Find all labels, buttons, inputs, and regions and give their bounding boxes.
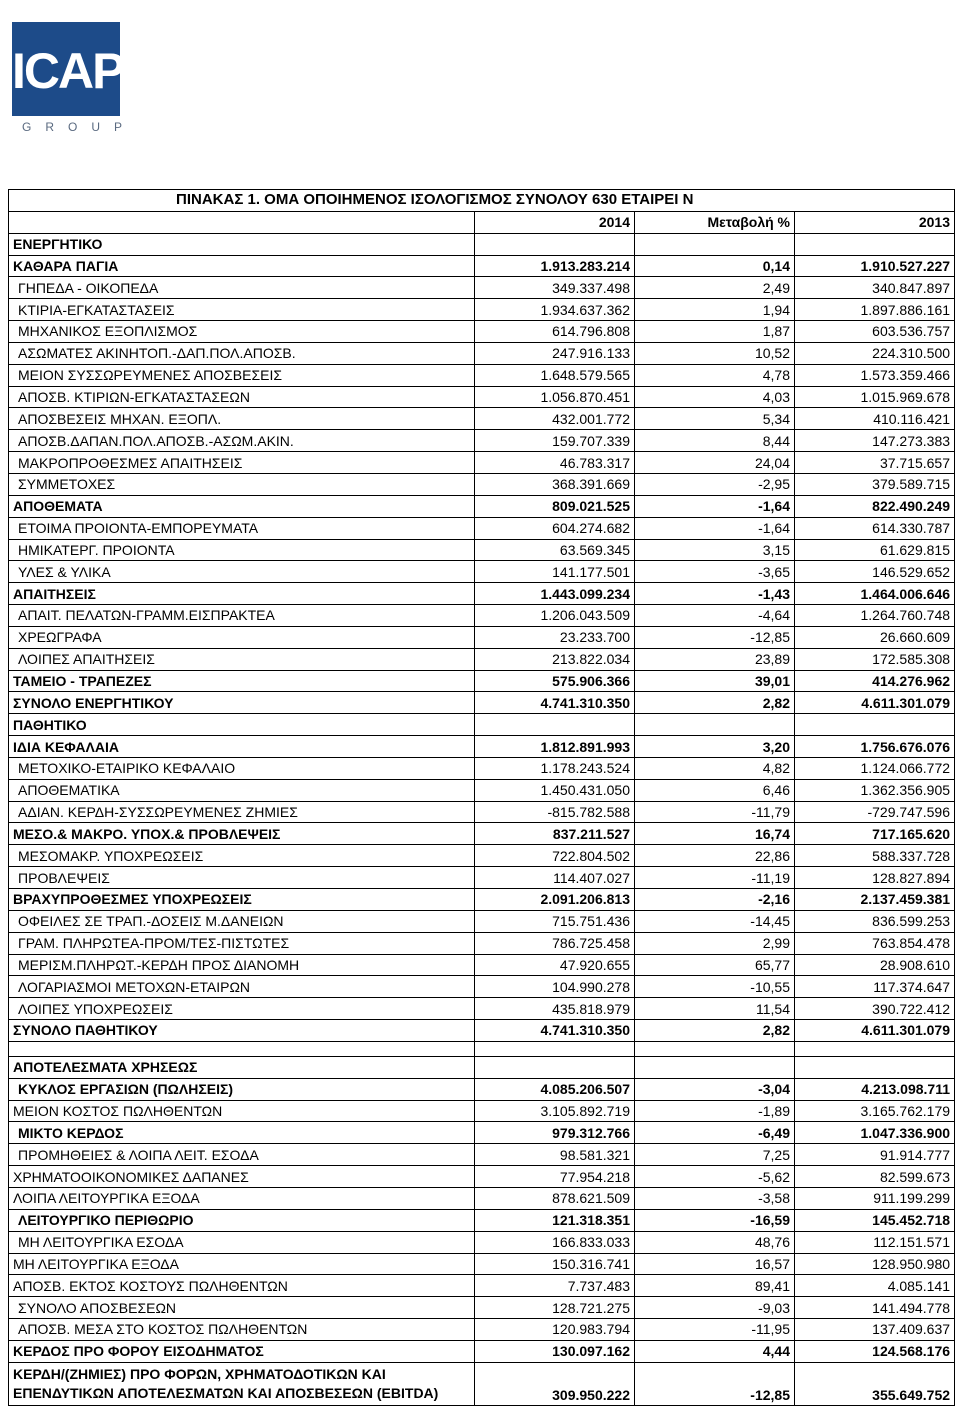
value-change: 23,89 bbox=[635, 648, 795, 670]
value-2014: 23.233.700 bbox=[475, 626, 635, 648]
table-row bbox=[9, 583, 955, 605]
value-change: -3,04 bbox=[635, 1078, 795, 1100]
table-row bbox=[9, 1056, 955, 1078]
value-2013 bbox=[795, 714, 955, 736]
table-row bbox=[9, 386, 955, 408]
table-row bbox=[9, 1362, 955, 1405]
value-2014: 1.934.637.362 bbox=[475, 299, 635, 321]
logo-subtext: GROUP bbox=[22, 120, 137, 134]
row-label: ΜΕΙΟΝ ΚΟΣΤΟΣ ΠΩΛΗΘΕΝΤΩΝ bbox=[9, 1100, 475, 1122]
value-2013: 28.908.610 bbox=[795, 954, 955, 976]
table-row bbox=[9, 364, 955, 386]
row-label: ΠΡΟΜΗΘΕΙΕΣ & ΛΟΙΠΑ ΛΕΙΤ. ΕΣΟΔΑ bbox=[9, 1144, 475, 1166]
value-2014: 1.178.243.524 bbox=[475, 757, 635, 779]
value-2013: 414.276.962 bbox=[795, 670, 955, 692]
row-label: ΜΗ ΛΕΙΤΟΥΡΓΙΚΑ ΕΣΟΔΑ bbox=[9, 1231, 475, 1253]
value-change: 4,44 bbox=[635, 1340, 795, 1362]
value-change: 0,14 bbox=[635, 255, 795, 277]
value-change: -4,64 bbox=[635, 605, 795, 627]
row-label: ΑΣΩΜΑΤΕΣ ΑΚΙΝΗΤΟΠ.-ΔΑΠ.ΠΟΛ.ΑΠΟΣΒ. bbox=[9, 342, 475, 364]
table-row bbox=[9, 473, 955, 495]
row-label: ΥΛΕΣ & ΥΛΙΚΑ bbox=[9, 561, 475, 583]
row-label: ΕΤΟΙΜΑ ΠΡΟΙΟΝΤΑ-ΕΜΠΟΡΕΥΜΑΤΑ bbox=[9, 517, 475, 539]
table-body bbox=[9, 190, 955, 1406]
value-2013: 1.264.760.748 bbox=[795, 605, 955, 627]
table-row bbox=[9, 1122, 955, 1144]
value-change: -1,43 bbox=[635, 583, 795, 605]
value-change: -2,16 bbox=[635, 889, 795, 911]
value-change bbox=[635, 233, 795, 255]
row-label: ΑΠΟΣΒ. ΜΕΣΑ ΣΤΟ ΚΟΣΤΟΣ ΠΩΛΗΘΕΝΤΩΝ bbox=[9, 1319, 475, 1341]
value-2013: 390.722.412 bbox=[795, 998, 955, 1020]
row-label: ΜΕΙΟΝ ΣΥΣΣΩΡΕΥΜΕΝΕΣ ΑΠΟΣΒΕΣΕΙΣ bbox=[9, 364, 475, 386]
row-label: ΑΠΟΣΒΕΣΕΙΣ ΜΗΧΑΝ. ΕΞΟΠΛ. bbox=[9, 408, 475, 430]
table-row bbox=[9, 998, 955, 1020]
value-2013: 355.649.752 bbox=[795, 1362, 955, 1405]
value-change: -1,64 bbox=[635, 495, 795, 517]
value-2013: 82.599.673 bbox=[795, 1166, 955, 1188]
table-row bbox=[9, 1340, 955, 1362]
spacer-cell bbox=[795, 1041, 955, 1056]
value-2014: 575.906.366 bbox=[475, 670, 635, 692]
value-change: 3,15 bbox=[635, 539, 795, 561]
table-row bbox=[9, 430, 955, 452]
table-row bbox=[9, 976, 955, 998]
value-change: 5,34 bbox=[635, 408, 795, 430]
value-2013: -729.747.596 bbox=[795, 801, 955, 823]
row-label: ΜΑΚΡΟΠΡΟΘΕΣΜΕΣ ΑΠΑΙΤΗΣΕΙΣ bbox=[9, 452, 475, 474]
value-2014: 47.920.655 bbox=[475, 954, 635, 976]
value-2013: 822.490.249 bbox=[795, 495, 955, 517]
row-label: ΑΠΟΣΒ.ΔΑΠΑΝ.ΠΟΛ.ΑΠΟΣΒ.-ΑΣΩΜ.ΑΚΙΝ. bbox=[9, 430, 475, 452]
row-label: ΣΥΝΟΛΟ ΕΝΕΡΓΗΤΙΚΟΥ bbox=[9, 692, 475, 714]
row-label: ΑΔΙΑΝ. ΚΕΡΔΗ-ΣΥΣΣΩΡΕΥΜΕΝΕΣ ΖΗΜΙΕΣ bbox=[9, 801, 475, 823]
value-2013 bbox=[795, 233, 955, 255]
value-change: 3,20 bbox=[635, 736, 795, 758]
header-label-cell bbox=[9, 211, 475, 233]
value-2014: 4.741.310.350 bbox=[475, 692, 635, 714]
row-label: ΓΡΑΜ. ΠΛΗΡΩΤΕΑ-ΠΡΟΜ/ΤΕΣ-ΠΙΣΤΩΤΕΣ bbox=[9, 932, 475, 954]
value-change: -2,95 bbox=[635, 473, 795, 495]
table-row bbox=[9, 801, 955, 823]
value-change: 2,82 bbox=[635, 692, 795, 714]
value-2013: 4.085.141 bbox=[795, 1275, 955, 1297]
value-2013: 61.629.815 bbox=[795, 539, 955, 561]
row-label: ΛΟΙΠΕΣ ΑΠΑΙΤΗΣΕΙΣ bbox=[9, 648, 475, 670]
table-row bbox=[9, 954, 955, 976]
table-row bbox=[9, 648, 955, 670]
value-change: -3,58 bbox=[635, 1187, 795, 1209]
value-2014 bbox=[475, 714, 635, 736]
row-label: ΜΕΤΟΧΙΚΟ-ΕΤΑΙΡΙΚΟ ΚΕΦΑΛΑΙΟ bbox=[9, 757, 475, 779]
value-2014: 435.818.979 bbox=[475, 998, 635, 1020]
row-label: ΜΕΣΟΜΑΚΡ. ΥΠΟΧΡΕΩΣΕΙΣ bbox=[9, 845, 475, 867]
value-change: -9,03 bbox=[635, 1297, 795, 1319]
value-2014: 141.177.501 bbox=[475, 561, 635, 583]
value-2013: 1.124.066.772 bbox=[795, 757, 955, 779]
spacer-cell bbox=[475, 1041, 635, 1056]
row-label: ΛΕΙΤΟΥΡΓΙΚΟ ΠΕΡΙΘΩΡΙΟ bbox=[9, 1209, 475, 1231]
value-2014: 150.316.741 bbox=[475, 1253, 635, 1275]
value-change: 2,49 bbox=[635, 277, 795, 299]
value-2014: 878.621.509 bbox=[475, 1187, 635, 1209]
table-row bbox=[9, 1275, 955, 1297]
table-row bbox=[9, 932, 955, 954]
spacer-row bbox=[9, 1041, 955, 1056]
value-2013: 224.310.500 bbox=[795, 342, 955, 364]
value-2014: 63.569.345 bbox=[475, 539, 635, 561]
table-row bbox=[9, 539, 955, 561]
table-row bbox=[9, 779, 955, 801]
logo-text: ICAP bbox=[12, 43, 124, 99]
value-change: 16,57 bbox=[635, 1253, 795, 1275]
table-row bbox=[9, 517, 955, 539]
table-row bbox=[9, 1297, 955, 1319]
value-2013: 112.151.571 bbox=[795, 1231, 955, 1253]
table-row bbox=[9, 1100, 955, 1122]
value-2013: 1.756.676.076 bbox=[795, 736, 955, 758]
value-2013: 1.573.359.466 bbox=[795, 364, 955, 386]
value-change: 22,86 bbox=[635, 845, 795, 867]
row-label: ΑΠΟΘΕΜΑΤΑ bbox=[9, 495, 475, 517]
value-2014: 1.443.099.234 bbox=[475, 583, 635, 605]
row-label: ΑΠΟΣΒ. ΕΚΤΟΣ ΚΟΣΤΟΥΣ ΠΩΛΗΘΕΝΤΩΝ bbox=[9, 1275, 475, 1297]
table-row bbox=[9, 845, 955, 867]
value-2013: 124.568.176 bbox=[795, 1340, 955, 1362]
value-2013: 4.611.301.079 bbox=[795, 1020, 955, 1042]
value-2014: 128.721.275 bbox=[475, 1297, 635, 1319]
value-2014 bbox=[475, 233, 635, 255]
row-label: ΚΕΡΔΟΣ ΠΡΟ ΦΟΡΟΥ ΕΙΣΟΔΗΜΑΤΟΣ bbox=[9, 1340, 475, 1362]
row-label: ΣΥΜΜΕΤΟΧΕΣ bbox=[9, 473, 475, 495]
value-change: -3,65 bbox=[635, 561, 795, 583]
value-change: 65,77 bbox=[635, 954, 795, 976]
value-change: -1,89 bbox=[635, 1100, 795, 1122]
value-change: -12,85 bbox=[635, 626, 795, 648]
row-label: ΟΦΕΙΛΕΣ ΣΕ ΤΡΑΠ.-ΔΟΣΕΙΣ Μ.ΔΑΝΕΙΩΝ bbox=[9, 910, 475, 932]
spacer-cell bbox=[635, 1041, 795, 1056]
row-label: ΜΗ ΛΕΙΤΟΥΡΓΙΚΑ ΕΞΟΔΑ bbox=[9, 1253, 475, 1275]
value-2013: 4.611.301.079 bbox=[795, 692, 955, 714]
value-change bbox=[635, 714, 795, 736]
value-2013: 145.452.718 bbox=[795, 1209, 955, 1231]
row-label: ΜΕΡΙΣΜ.ΠΛΗΡΩΤ.-ΚΕΡΔΗ ΠΡΟΣ ΔΙΑΝΟΜΗ bbox=[9, 954, 475, 976]
row-label: ΜΗΧΑΝΙΚΟΣ ΕΞΟΠΛΙΣΜΟΣ bbox=[9, 321, 475, 343]
value-change: 10,52 bbox=[635, 342, 795, 364]
value-2014: 1.648.579.565 bbox=[475, 364, 635, 386]
table-row bbox=[9, 408, 955, 430]
table-row bbox=[9, 1231, 955, 1253]
row-label: ΚΥΚΛΟΣ ΕΡΓΑΣΙΩΝ (ΠΩΛΗΣΕΙΣ) bbox=[9, 1078, 475, 1100]
table-row bbox=[9, 1187, 955, 1209]
value-2013: 603.536.757 bbox=[795, 321, 955, 343]
table-header-row bbox=[9, 211, 955, 233]
row-label: ΜΙΚΤΟ ΚΕΡΔΟΣ bbox=[9, 1122, 475, 1144]
value-2013: 763.854.478 bbox=[795, 932, 955, 954]
row-label: ΒΡΑΧΥΠΡΟΘΕΣΜΕΣ ΥΠΟΧΡΕΩΣΕΙΣ bbox=[9, 889, 475, 911]
value-2013: 128.827.894 bbox=[795, 867, 955, 889]
value-2014: 309.950.222 bbox=[475, 1362, 635, 1405]
row-label: ΗΜΙΚΑΤΕΡΓ. ΠΡΟΙΟΝΤΑ bbox=[9, 539, 475, 561]
row-label: ΜΕΣΟ.& ΜΑΚΡΟ. ΥΠΟΧ.& ΠΡΟΒΛΕΨΕΙΣ bbox=[9, 823, 475, 845]
table-row bbox=[9, 1144, 955, 1166]
table-row bbox=[9, 605, 955, 627]
value-2013: 410.116.421 bbox=[795, 408, 955, 430]
value-2014: 1.056.870.451 bbox=[475, 386, 635, 408]
value-2014: 2.091.206.813 bbox=[475, 889, 635, 911]
value-2013: 1.362.356.905 bbox=[795, 779, 955, 801]
row-label: ΕΝΕΡΓΗΤΙΚΟ bbox=[9, 233, 475, 255]
row-label: ΣΥΝΟΛΟ ΑΠΟΣΒΕΣΕΩΝ bbox=[9, 1297, 475, 1319]
icap-group-logo bbox=[12, 22, 137, 134]
value-change: -11,79 bbox=[635, 801, 795, 823]
table-row bbox=[9, 1166, 955, 1188]
value-2014: 1.913.283.214 bbox=[475, 255, 635, 277]
table-title: ΠΙΝΑΚΑΣ 1. ΟΜΑ ΟΠΟΙΗΜΕΝΟΣ ΙΣΟΛΟΓΙΣΜΟΣ ΣΥΝΟΛΟΥ 630 ΕΤΑΙΡΕΙ Ν bbox=[9, 190, 955, 212]
value-2013: 3.165.762.179 bbox=[795, 1100, 955, 1122]
value-2013: 37.715.657 bbox=[795, 452, 955, 474]
value-change: 4,82 bbox=[635, 757, 795, 779]
value-2014: 77.954.218 bbox=[475, 1166, 635, 1188]
spacer-cell bbox=[9, 1041, 475, 1056]
table-row bbox=[9, 823, 955, 845]
value-2014: 722.804.502 bbox=[475, 845, 635, 867]
value-2013: 4.213.098.711 bbox=[795, 1078, 955, 1100]
value-2014: 121.318.351 bbox=[475, 1209, 635, 1231]
value-change: -11,19 bbox=[635, 867, 795, 889]
table-row bbox=[9, 1253, 955, 1275]
value-2013: 836.599.253 bbox=[795, 910, 955, 932]
row-label: ΙΔΙΑ ΚΕΦΑΛΑΙΑ bbox=[9, 736, 475, 758]
table-row bbox=[9, 670, 955, 692]
value-2013: 911.199.299 bbox=[795, 1187, 955, 1209]
value-2013: 340.847.897 bbox=[795, 277, 955, 299]
value-change: 2,82 bbox=[635, 1020, 795, 1042]
table-row bbox=[9, 1319, 955, 1341]
value-2013: 717.165.620 bbox=[795, 823, 955, 845]
value-change: -14,45 bbox=[635, 910, 795, 932]
value-2013: 117.374.647 bbox=[795, 976, 955, 998]
value-2014: 715.751.436 bbox=[475, 910, 635, 932]
value-change: -5,62 bbox=[635, 1166, 795, 1188]
value-2013: 2.137.459.381 bbox=[795, 889, 955, 911]
table-row bbox=[9, 1020, 955, 1042]
table-row bbox=[9, 495, 955, 517]
value-2014: 349.337.498 bbox=[475, 277, 635, 299]
value-change: 1,94 bbox=[635, 299, 795, 321]
row-label: ΧΡΗΜΑΤΟΟΙΚΟΝΟΜΙΚΕΣ ΔΑΠΑΝΕΣ bbox=[9, 1166, 475, 1188]
header-2013: 2013 bbox=[795, 211, 955, 233]
value-2013: 128.950.980 bbox=[795, 1253, 955, 1275]
row-label: ΚΤΙΡΙΑ-ΕΓΚΑΤΑΣΤΑΣΕΙΣ bbox=[9, 299, 475, 321]
table-row bbox=[9, 452, 955, 474]
value-2013: 1.910.527.227 bbox=[795, 255, 955, 277]
value-2013: 91.914.777 bbox=[795, 1144, 955, 1166]
table-row bbox=[9, 299, 955, 321]
value-change: 11,54 bbox=[635, 998, 795, 1020]
value-change bbox=[635, 1056, 795, 1078]
value-change: -6,49 bbox=[635, 1122, 795, 1144]
value-2014: 159.707.339 bbox=[475, 430, 635, 452]
row-label: ΑΠΟΤΕΛΕΣΜΑΤΑ ΧΡΗΣΕΩΣ bbox=[9, 1056, 475, 1078]
value-change: 2,99 bbox=[635, 932, 795, 954]
value-2014: 166.833.033 bbox=[475, 1231, 635, 1253]
table-row bbox=[9, 889, 955, 911]
value-change: -1,64 bbox=[635, 517, 795, 539]
table-row bbox=[9, 714, 955, 736]
value-2014: 1.812.891.993 bbox=[475, 736, 635, 758]
value-2014: 3.105.892.719 bbox=[475, 1100, 635, 1122]
header-2014: 2014 bbox=[475, 211, 635, 233]
value-2013: 147.273.383 bbox=[795, 430, 955, 452]
table-row bbox=[9, 692, 955, 714]
value-2014: 614.796.808 bbox=[475, 321, 635, 343]
value-change: 24,04 bbox=[635, 452, 795, 474]
value-2014: 1.450.431.050 bbox=[475, 779, 635, 801]
table-row bbox=[9, 342, 955, 364]
table-row bbox=[9, 736, 955, 758]
row-label: ΠΑΘΗΤΙΚΟ bbox=[9, 714, 475, 736]
value-2014: 104.990.278 bbox=[475, 976, 635, 998]
value-2013: 1.464.006.646 bbox=[795, 583, 955, 605]
value-2013: 172.585.308 bbox=[795, 648, 955, 670]
value-2013: 614.330.787 bbox=[795, 517, 955, 539]
table-row bbox=[9, 867, 955, 889]
value-2014: 7.737.483 bbox=[475, 1275, 635, 1297]
value-2014: 837.211.527 bbox=[475, 823, 635, 845]
value-2013 bbox=[795, 1056, 955, 1078]
row-label: ΑΠΑΙΤΗΣΕΙΣ bbox=[9, 583, 475, 605]
value-2014: 213.822.034 bbox=[475, 648, 635, 670]
table-title-row bbox=[9, 190, 955, 212]
value-change: 4,78 bbox=[635, 364, 795, 386]
row-label: ΑΠΑΙΤ. ΠΕΛΑΤΩΝ-ΓΡΑΜΜ.ΕΙΣΠΡΑΚΤΕΑ bbox=[9, 605, 475, 627]
table-row bbox=[9, 255, 955, 277]
value-change: 7,25 bbox=[635, 1144, 795, 1166]
row-label: ΑΠΟΣΒ. ΚΤΙΡΙΩΝ-ΕΓΚΑΤΑΣΤΑΣΕΩΝ bbox=[9, 386, 475, 408]
value-2014: 120.983.794 bbox=[475, 1319, 635, 1341]
value-2014: 786.725.458 bbox=[475, 932, 635, 954]
value-2014: 368.391.669 bbox=[475, 473, 635, 495]
row-label: ΧΡΕΩΓΡΑΦΑ bbox=[9, 626, 475, 648]
value-2014: 4.085.206.507 bbox=[475, 1078, 635, 1100]
header-change: Μεταβολή % bbox=[635, 211, 795, 233]
value-2013: 146.529.652 bbox=[795, 561, 955, 583]
row-label: ΚΕΡΔΗ/(ΖΗΜΙΕΣ) ΠΡΟ ΦΟΡΩΝ, ΧΡΗΜΑΤΟΔΟΤΙΚΩΝ ΚΑΙ ΕΠΕΝΔΥΤΙΚΩΝ ΑΠΟΤΕΛΕΣΜΑΤΩΝ ΚΑΙ ΑΠΟΣΒΕΣΕΩΝ (EBITDA) bbox=[9, 1362, 475, 1405]
value-2014: 46.783.317 bbox=[475, 452, 635, 474]
row-label: ΑΠΟΘΕΜΑΤΙΚΑ bbox=[9, 779, 475, 801]
value-2014: 432.001.772 bbox=[475, 408, 635, 430]
value-2014: 98.581.321 bbox=[475, 1144, 635, 1166]
value-2013: 26.660.609 bbox=[795, 626, 955, 648]
row-label: ΚΑΘΑΡΑ ΠΑΓΙΑ bbox=[9, 255, 475, 277]
table-row bbox=[9, 626, 955, 648]
value-2013: 137.409.637 bbox=[795, 1319, 955, 1341]
value-change: -10,55 bbox=[635, 976, 795, 998]
balance-sheet-table bbox=[8, 189, 955, 1406]
row-label: ΣΥΝΟΛΟ ΠΑΘΗΤΙΚΟΥ bbox=[9, 1020, 475, 1042]
value-2014: 114.407.027 bbox=[475, 867, 635, 889]
table-row bbox=[9, 561, 955, 583]
row-label: ΠΡΟΒΛΕΨΕΙΣ bbox=[9, 867, 475, 889]
value-2013: 1.897.886.161 bbox=[795, 299, 955, 321]
value-2013: 588.337.728 bbox=[795, 845, 955, 867]
value-change: 1,87 bbox=[635, 321, 795, 343]
value-2014: 130.097.162 bbox=[475, 1340, 635, 1362]
value-change: -16,59 bbox=[635, 1209, 795, 1231]
table-row bbox=[9, 1209, 955, 1231]
value-change: 89,41 bbox=[635, 1275, 795, 1297]
value-2014: 247.916.133 bbox=[475, 342, 635, 364]
value-change: -12,85 bbox=[635, 1362, 795, 1405]
value-change: 8,44 bbox=[635, 430, 795, 452]
table-row bbox=[9, 1078, 955, 1100]
value-change: -11,95 bbox=[635, 1319, 795, 1341]
table-row bbox=[9, 757, 955, 779]
table-row bbox=[9, 910, 955, 932]
row-label: ΛΟΓΑΡΙΑΣΜΟΙ ΜΕΤΟΧΩΝ-ΕΤΑΙΡΩΝ bbox=[9, 976, 475, 998]
value-2014: 979.312.766 bbox=[475, 1122, 635, 1144]
value-change: 39,01 bbox=[635, 670, 795, 692]
table-row bbox=[9, 233, 955, 255]
value-change: 4,03 bbox=[635, 386, 795, 408]
value-2014: 809.021.525 bbox=[475, 495, 635, 517]
row-label: ΓΗΠΕΔΑ - ΟΙΚΟΠΕΔΑ bbox=[9, 277, 475, 299]
value-2014: 4.741.310.350 bbox=[475, 1020, 635, 1042]
row-label: ΤΑΜΕΙΟ - ΤΡΑΠΕΖΕΣ bbox=[9, 670, 475, 692]
row-label: ΛΟΙΠΑ ΛΕΙΤΟΥΡΓΙΚΑ ΕΞΟΔΑ bbox=[9, 1187, 475, 1209]
value-change: 48,76 bbox=[635, 1231, 795, 1253]
value-2013: 141.494.778 bbox=[795, 1297, 955, 1319]
table-row bbox=[9, 321, 955, 343]
table-row bbox=[9, 277, 955, 299]
value-2014: -815.782.588 bbox=[475, 801, 635, 823]
value-2013: 379.589.715 bbox=[795, 473, 955, 495]
value-change: 6,46 bbox=[635, 779, 795, 801]
row-label: ΛΟΙΠΕΣ ΥΠΟΧΡΕΩΣΕΙΣ bbox=[9, 998, 475, 1020]
value-2014: 604.274.682 bbox=[475, 517, 635, 539]
value-2013: 1.047.336.900 bbox=[795, 1122, 955, 1144]
value-2014: 1.206.043.509 bbox=[475, 605, 635, 627]
value-2014 bbox=[475, 1056, 635, 1078]
value-2013: 1.015.969.678 bbox=[795, 386, 955, 408]
value-change: 16,74 bbox=[635, 823, 795, 845]
